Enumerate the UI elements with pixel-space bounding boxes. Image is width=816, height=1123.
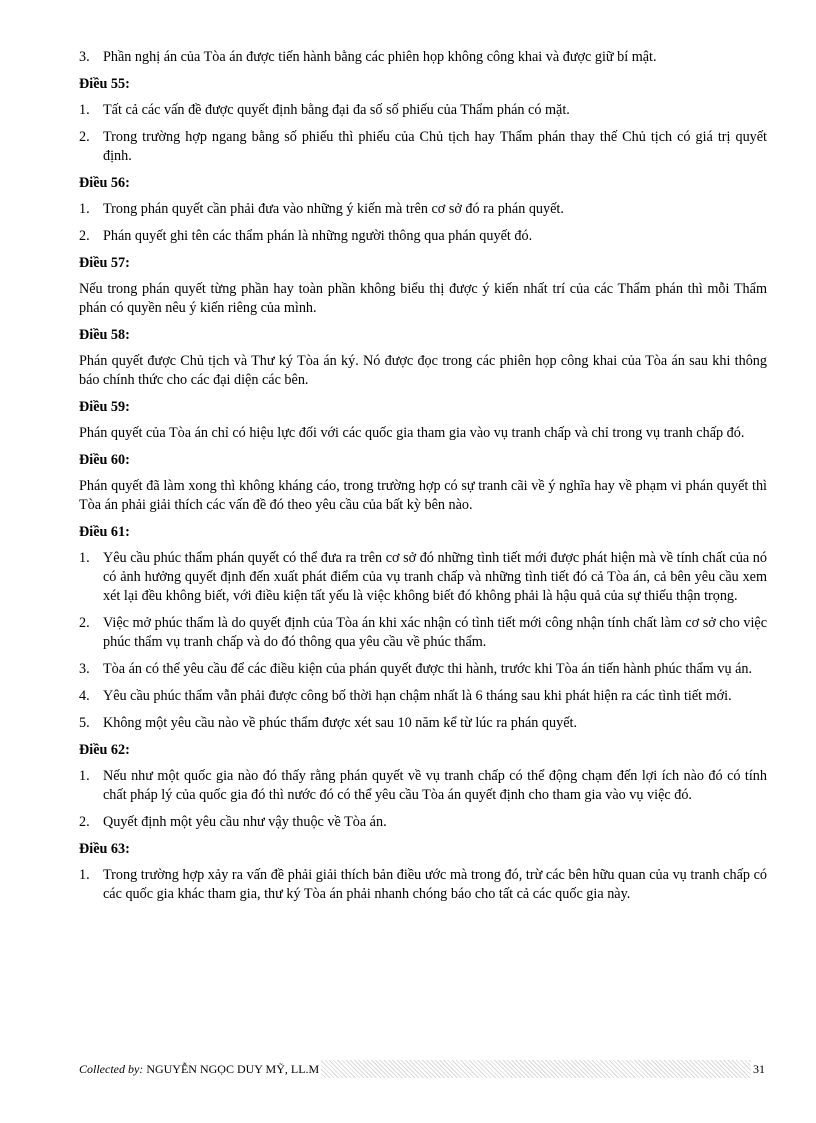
- list-item: [79, 128, 767, 166]
- article-paragraph: Phán quyết của Tòa án chỉ có hiệu lực đối với các quốc gia tham gia vào vụ tranh chấp và chỉ trong vụ tranh chấp đó.: [79, 425, 745, 441]
- list-item: [79, 549, 767, 606]
- article-heading: Điều 62:: [79, 742, 130, 758]
- list-item: [79, 227, 767, 246]
- list-item: [79, 614, 767, 652]
- article-paragraph: Nếu trong phán quyết từng phần hay toàn phần không biểu thị được ý kiến nhất trí của các Thẩm phán thì mỗi Thẩm phán có quyền nêu ý kiến riêng của mình.: [79, 281, 767, 316]
- list-item: [79, 813, 767, 832]
- list-text: Tất cả các vấn đề được quyết định bằng đại đa số số phiếu của Thẩm phán có mặt.: [103, 102, 570, 118]
- list-text: Yêu cầu phúc thẩm phán quyết có thể đưa ra trên cơ sở đó những tình tiết mới được phát hiện mà về tính chất của nó có ảnh hưởng quyết định đến xuất phát điểm của vụ tranh chấp và những tình tiết đó cả Tòa án, cả bên yêu cầu xem xét lại đều không biết, với điều kiện tất yếu là việc không biết đó không phải là hậu quả của sự thiếu thận trọng.: [103, 550, 767, 604]
- list-item: [79, 660, 767, 679]
- article-heading: Điều 60:: [79, 452, 130, 468]
- list-number: 5.: [79, 715, 90, 731]
- list-item: [79, 767, 767, 805]
- footer-credit: [79, 1060, 321, 1079]
- document-body: [79, 48, 767, 912]
- list-item: [79, 866, 767, 904]
- list-text: Trong trường hợp xảy ra vấn đề phải giải thích bản điều ước mà trong đó, trừ các bên hữu quan của vụ tranh chấp có các quốc gia khác tham gia, thư ký Tòa án phải nhanh chóng báo cho tất cả các quốc gia này.: [103, 867, 767, 902]
- list-number: 2.: [79, 615, 90, 631]
- list-number: 2.: [79, 814, 90, 830]
- list-number: 3.: [79, 49, 90, 65]
- list-number: 1.: [79, 867, 90, 883]
- page-number: 31: [751, 1060, 767, 1079]
- list-number: 1.: [79, 201, 90, 217]
- footer-author: NGUYỄN NGỌC DUY MỸ, LL.M: [146, 1061, 320, 1076]
- list-item: [79, 714, 767, 733]
- article-heading: Điều 63:: [79, 841, 130, 857]
- article-heading: Điều 55:: [79, 76, 130, 92]
- list-text: Tòa án có thể yêu cầu để các điều kiện của phán quyết được thi hành, trước khi Tòa án tiến hành phúc thẩm vụ án.: [103, 661, 753, 677]
- list-text: Phần nghị án của Tòa án được tiến hành bằng các phiên họp không công khai và được giữ bí mật.: [103, 49, 657, 65]
- list-number: 1.: [79, 102, 90, 118]
- article-heading: Điều 56:: [79, 175, 130, 191]
- list-text: Việc mở phúc thẩm là do quyết định của Tòa án khi xác nhận có tình tiết mới công nhận tính chất làm cơ sở cho việc phúc thẩm vụ tranh chấp và do đó thông qua yêu cầu về phúc thẩm.: [103, 615, 767, 650]
- footer-label: Collected by:: [79, 1061, 144, 1076]
- list-item: [79, 687, 767, 706]
- list-text: Yêu cầu phúc thẩm vẫn phải được công bố thời hạn chậm nhất là 6 tháng sau khi phát hiện ra các tình tiết mới.: [103, 688, 732, 704]
- list-text: Trong trường hợp ngang bằng số phiếu thì phiếu của Chủ tịch hay Thẩm phán thay thế Chủ tịch có giá trị quyết định.: [103, 129, 767, 164]
- list-number: 1.: [79, 768, 90, 784]
- article-heading: Điều 61:: [79, 524, 130, 540]
- list-text: Quyết định một yêu cầu như vậy thuộc về Tòa án.: [103, 814, 387, 830]
- list-number: 3.: [79, 661, 90, 677]
- article-paragraph: Phán quyết đã làm xong thì không kháng cáo, trong trường hợp có sự tranh cãi về ý nghĩa hay về phạm vi phán quyết thì Tòa án phải giải thích các vấn đề đó theo yêu cầu của bất kỳ bên nào.: [79, 478, 767, 513]
- article-heading: Điều 59:: [79, 399, 130, 415]
- list-item: [79, 200, 767, 219]
- article-heading: Điều 58:: [79, 327, 130, 343]
- list-text: Trong phán quyết cần phải đưa vào những ý kiến mà trên cơ sở đó ra phán quyết.: [103, 201, 564, 217]
- list-number: 2.: [79, 228, 90, 244]
- list-text: Phán quyết ghi tên các thẩm phán là những người thông qua phán quyết đó.: [103, 228, 533, 244]
- list-number: 1.: [79, 550, 90, 566]
- list-text: Nếu như một quốc gia nào đó thấy rằng phán quyết về vụ tranh chấp có thể động chạm đến lợi ích nào đó có tính chất pháp lý của quốc gia đó thì nước đó có thể yêu cầu Tòa án quyết định cho tham gia vào vụ việc đó.: [103, 768, 767, 803]
- list-number: 4.: [79, 688, 90, 704]
- list-number: 2.: [79, 129, 90, 145]
- list-item: [79, 101, 767, 120]
- article-paragraph: Phán quyết được Chủ tịch và Thư ký Tòa án ký. Nó được đọc trong các phiên họp công khai của Tòa án sau khi thông báo chính thức cho các đại diện các bên.: [79, 353, 767, 388]
- article-heading: Điều 57:: [79, 255, 130, 271]
- page-footer: [79, 1060, 767, 1078]
- list-item: [79, 48, 767, 67]
- list-text: Không một yêu cầu nào về phúc thẩm được xét sau 10 năm kể từ lúc ra phán quyết.: [103, 715, 577, 731]
